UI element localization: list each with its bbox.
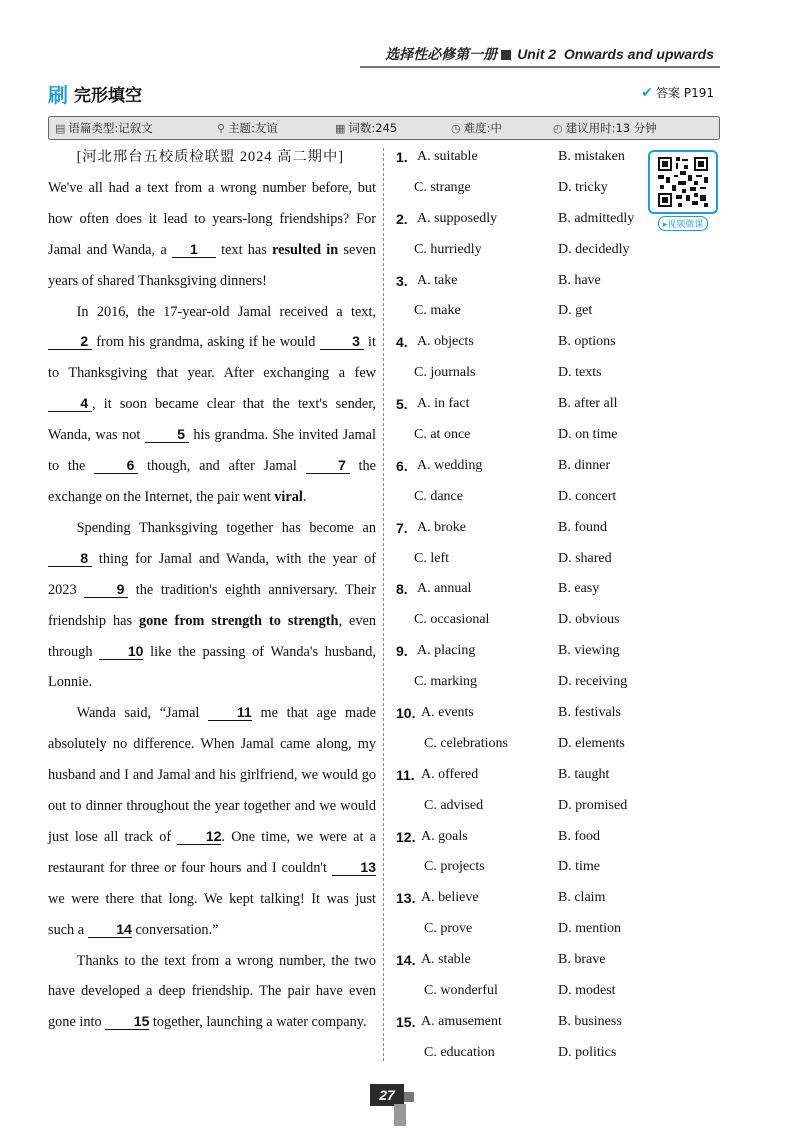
option-d[interactable]: D. politics (558, 1044, 617, 1060)
question-10-row-2 (396, 729, 656, 760)
option-a[interactable]: A. amusement (421, 1013, 502, 1029)
answer-reference[interactable] (641, 84, 714, 101)
text-run: In 2016, the 17-year-old Jamal received a text, (76, 303, 376, 320)
qr-code-block[interactable] (648, 150, 718, 232)
question-number: 1. (396, 149, 408, 165)
option-a[interactable]: A. annual (417, 581, 472, 597)
question-number: 15. (396, 1013, 416, 1030)
unit-title: Onwards and upwards (563, 46, 714, 62)
bold-phrase: resulted in (272, 241, 339, 258)
option-c[interactable]: C. hurriedly (414, 241, 482, 257)
doc-icon: ▤ (55, 121, 66, 135)
option-a[interactable]: A. stable (421, 952, 471, 968)
qr-video-label (658, 216, 709, 231)
option-a[interactable]: A. in fact (417, 396, 470, 412)
option-d[interactable]: D. modest (558, 983, 616, 999)
info-genre (55, 120, 153, 136)
option-b[interactable]: B. mistaken (558, 149, 625, 164)
blank-12: 12 (177, 828, 221, 845)
question-3-row-2 (396, 296, 656, 327)
question-number: 2. (396, 210, 408, 227)
text-run: , even through (48, 612, 376, 660)
blank-10: 10 (99, 643, 143, 660)
question-8-row-1 (396, 574, 656, 605)
words-text: 词数:245 (348, 121, 398, 135)
option-b[interactable]: B. easy (558, 581, 600, 597)
option-c[interactable]: C. dance (414, 488, 463, 504)
question-14-row-1 (396, 945, 656, 976)
option-d[interactable]: D. texts (558, 365, 602, 381)
text-run: . One time, we were at a restaurant for three or four hours and I couldn't (48, 828, 376, 876)
option-a[interactable]: A. suitable (417, 149, 478, 164)
running-header (385, 44, 714, 64)
question-2-row-1 (396, 204, 656, 235)
options-list (396, 142, 656, 1069)
option-a[interactable]: A. objects (417, 334, 474, 350)
unit-label: Unit 2 (517, 46, 557, 62)
option-b[interactable]: B. have (558, 272, 601, 288)
option-c[interactable]: C. advised (424, 797, 484, 813)
info-time (553, 120, 657, 136)
text-run: We've all had a text from a wrong number before, but how often does it lead to years-long friendships? For Jamal and Wanda, a (48, 179, 376, 258)
option-b[interactable]: B. brave (558, 952, 606, 968)
text-run: , it soon became clear that the text's sender, Wanda, was not (48, 396, 376, 444)
option-c[interactable]: C. left (414, 550, 449, 566)
paragraph-2 (48, 297, 376, 513)
question-number: 4. (396, 334, 408, 351)
option-d[interactable]: D. mention (558, 921, 621, 937)
option-c[interactable]: C. prove (424, 921, 473, 937)
text-run: text has (215, 241, 273, 258)
question-13-row-2 (396, 914, 656, 945)
question-number: 3. (396, 272, 408, 289)
question-4-row-1 (396, 327, 656, 358)
option-d[interactable]: D. promised (558, 797, 628, 813)
question-15-row-1 (396, 1007, 656, 1038)
book-name: 选择性必修第一册 (385, 46, 498, 62)
option-c[interactable]: C. occasional (414, 612, 490, 628)
text-run: though, and after Jamal (138, 458, 306, 475)
paragraph-5 (48, 946, 376, 1039)
text-run: together, launching a water company. (149, 1014, 367, 1031)
text-run: Wanda said, “Jamal (76, 705, 208, 722)
option-b[interactable]: B. claim (558, 890, 606, 906)
text-run: his grandma. She invited Jamal to the (48, 427, 376, 475)
question-1-row-1 (396, 142, 656, 173)
question-11-row-2 (396, 791, 656, 822)
option-d[interactable]: D. on time (558, 427, 618, 443)
question-5-row-2 (396, 420, 656, 451)
question-10-row-1 (396, 698, 656, 729)
blank-5: 5 (145, 426, 189, 443)
play-icon: ▸ (662, 220, 668, 230)
question-3-row-1 (396, 266, 656, 297)
option-d[interactable]: D. receiving (558, 674, 628, 690)
info-theme (217, 120, 278, 136)
option-d[interactable]: D. decidedly (558, 241, 630, 257)
text-run: Thanks to the text from a wrong number, the two have developed a deep friendship. The pair have even gone into (48, 952, 376, 1031)
blank-1: 1 (172, 241, 216, 258)
text-run: from his grandma, asking if he would (92, 334, 320, 351)
page-number: 27 (370, 1084, 404, 1106)
qr-code-icon (656, 155, 710, 209)
option-b[interactable]: B. viewing (558, 643, 620, 659)
option-a[interactable]: A. believe (421, 890, 479, 906)
question-2-row-2 (396, 235, 656, 266)
qr-code-frame (648, 150, 718, 214)
question-7-row-1 (396, 513, 656, 544)
text-run: the exchange on the Internet, the pair went (48, 458, 376, 505)
footer-decoration (394, 1104, 406, 1126)
person-icon: ⚲ (217, 121, 226, 135)
column-divider (383, 148, 384, 1061)
bold-phrase: viral (274, 488, 303, 505)
text-run: the tradition's eighth anniversary. Their friendship has (48, 581, 376, 629)
option-d[interactable]: D. obvious (558, 612, 620, 628)
blank-15: 15 (105, 1013, 149, 1030)
question-4-row-2 (396, 358, 656, 389)
question-1-row-2 (396, 173, 656, 204)
brand-logo: 刷 (48, 83, 68, 107)
option-c[interactable]: C. at once (414, 427, 471, 443)
paragraph-4 (48, 698, 376, 945)
question-6-row-1 (396, 451, 656, 482)
blank-13: 13 (332, 859, 376, 876)
option-a[interactable]: A. broke (417, 519, 466, 535)
option-c[interactable]: C. education (424, 1044, 495, 1060)
option-b[interactable]: B. admittedly (558, 210, 635, 226)
option-b[interactable]: B. taught (558, 766, 610, 782)
text-run: conversation.” (131, 921, 219, 938)
blank-14: 14 (88, 921, 132, 938)
question-number: 14. (396, 952, 416, 969)
question-12-row-2 (396, 852, 656, 883)
section-title (48, 79, 142, 108)
info-difficulty (451, 120, 502, 136)
paragraph-3 (48, 513, 376, 698)
theme-text: 主题:友谊 (228, 121, 278, 135)
difficulty-text: 难度:中 (463, 121, 502, 135)
answer-reference-text: 答案 P191 (656, 86, 714, 100)
section-title-text: 完形填空 (74, 86, 142, 106)
option-a[interactable]: A. take (417, 272, 458, 288)
option-a[interactable]: A. wedding (417, 457, 483, 473)
question-11-row-1 (396, 760, 656, 791)
blank-2: 2 (48, 333, 92, 350)
gauge-icon: ◷ (451, 121, 461, 135)
option-d[interactable]: D. elements (558, 735, 625, 751)
blank-8: 8 (48, 550, 92, 567)
time-text: 建议用时:13 分钟 (565, 121, 657, 135)
blank-9: 9 (84, 581, 128, 598)
question-9-row-2 (396, 667, 656, 698)
text-run: Spending Thanksgiving together has become an (76, 519, 376, 536)
option-b[interactable]: B. dinner (558, 457, 611, 473)
question-12-row-1 (396, 822, 656, 853)
question-number: 7. (396, 519, 408, 536)
option-c[interactable]: C. marking (414, 674, 477, 690)
question-8-row-2 (396, 605, 656, 636)
info-words (335, 120, 397, 136)
checkmark-icon: ✔ (641, 84, 654, 101)
passage (48, 142, 376, 1038)
info-bar (48, 116, 720, 140)
question-15-row-2 (396, 1038, 656, 1069)
question-number: 11. (396, 766, 415, 783)
question-9-row-1 (396, 636, 656, 667)
option-a[interactable]: A. offered (421, 766, 479, 782)
option-b[interactable]: B. found (558, 519, 607, 535)
qr-label-text: 视频微课 (667, 220, 704, 230)
question-5-row-1 (396, 389, 656, 420)
option-a[interactable]: A. goals (421, 828, 468, 844)
blank-7: 7 (306, 457, 350, 474)
option-a[interactable]: A. placing (417, 643, 476, 659)
option-d[interactable]: D. time (558, 859, 600, 875)
text-run: . (302, 488, 307, 505)
question-number: 13. (396, 890, 416, 907)
question-number: 10. (396, 705, 416, 722)
question-number: 8. (396, 581, 408, 598)
option-d[interactable]: D. tricky (558, 179, 608, 195)
question-number: 5. (396, 396, 408, 413)
clock-icon: ◴ (553, 121, 563, 135)
text-run: we were there that long. We kept talking! It was just such a (48, 890, 376, 938)
option-a[interactable]: A. supposedly (417, 210, 498, 226)
option-c[interactable]: C. make (414, 303, 461, 319)
option-b[interactable]: B. festivals (558, 705, 621, 721)
option-c[interactable]: C. journals (414, 365, 476, 381)
question-13-row-1 (396, 883, 656, 914)
blank-3: 3 (320, 333, 364, 350)
option-d[interactable]: D. concert (558, 488, 617, 504)
option-c[interactable]: C. wonderful (424, 983, 498, 999)
question-14-row-2 (396, 976, 656, 1007)
option-b[interactable]: B. options (558, 334, 616, 350)
option-d[interactable]: D. get (558, 303, 593, 319)
text-run: like the passing of Wanda's husband, Lonnie. (48, 643, 376, 691)
option-a[interactable]: A. events (421, 705, 474, 721)
genre-text: 语篇类型:记叙文 (68, 121, 153, 135)
blank-11: 11 (208, 704, 252, 721)
text-run: seven years of shared Thanksgiving dinners! (48, 241, 376, 289)
option-b[interactable]: B. business (558, 1013, 622, 1029)
option-c[interactable]: C. projects (424, 859, 485, 875)
question-number: 6. (396, 457, 408, 474)
text-run: it to Thanksgiving that year. After exchanging a few (48, 334, 376, 382)
option-b[interactable]: B. food (558, 828, 600, 844)
question-number: 12. (396, 828, 416, 845)
header-rule (360, 66, 720, 68)
question-7-row-2 (396, 544, 656, 575)
text-run: thing for Jamal and Wanda, with the year of 2023 (48, 550, 376, 598)
footer-decoration (404, 1092, 414, 1102)
option-c[interactable]: C. celebrations (424, 735, 508, 751)
text-run: me that age made absolutely no difference. When Jamal came along, my husband and I and Jamal and his girlfriend, we would go out to dinner throughout the year together and we would just lose all track of (48, 705, 376, 845)
bold-phrase: gone from strength to strength (138, 612, 339, 629)
blank-4: 4 (48, 395, 92, 412)
square-icon (501, 50, 511, 60)
blank-6: 6 (94, 457, 138, 474)
option-d[interactable]: D. shared (558, 550, 612, 566)
paragraph-1 (48, 173, 376, 297)
question-number: 9. (396, 643, 408, 660)
list-icon: ▦ (335, 121, 346, 135)
passage-source: [河北邢台五校质检联盟 2024 高二期中] (76, 149, 345, 165)
option-b[interactable]: B. after all (558, 396, 618, 412)
question-6-row-2 (396, 482, 656, 513)
option-c[interactable]: C. strange (414, 179, 471, 195)
